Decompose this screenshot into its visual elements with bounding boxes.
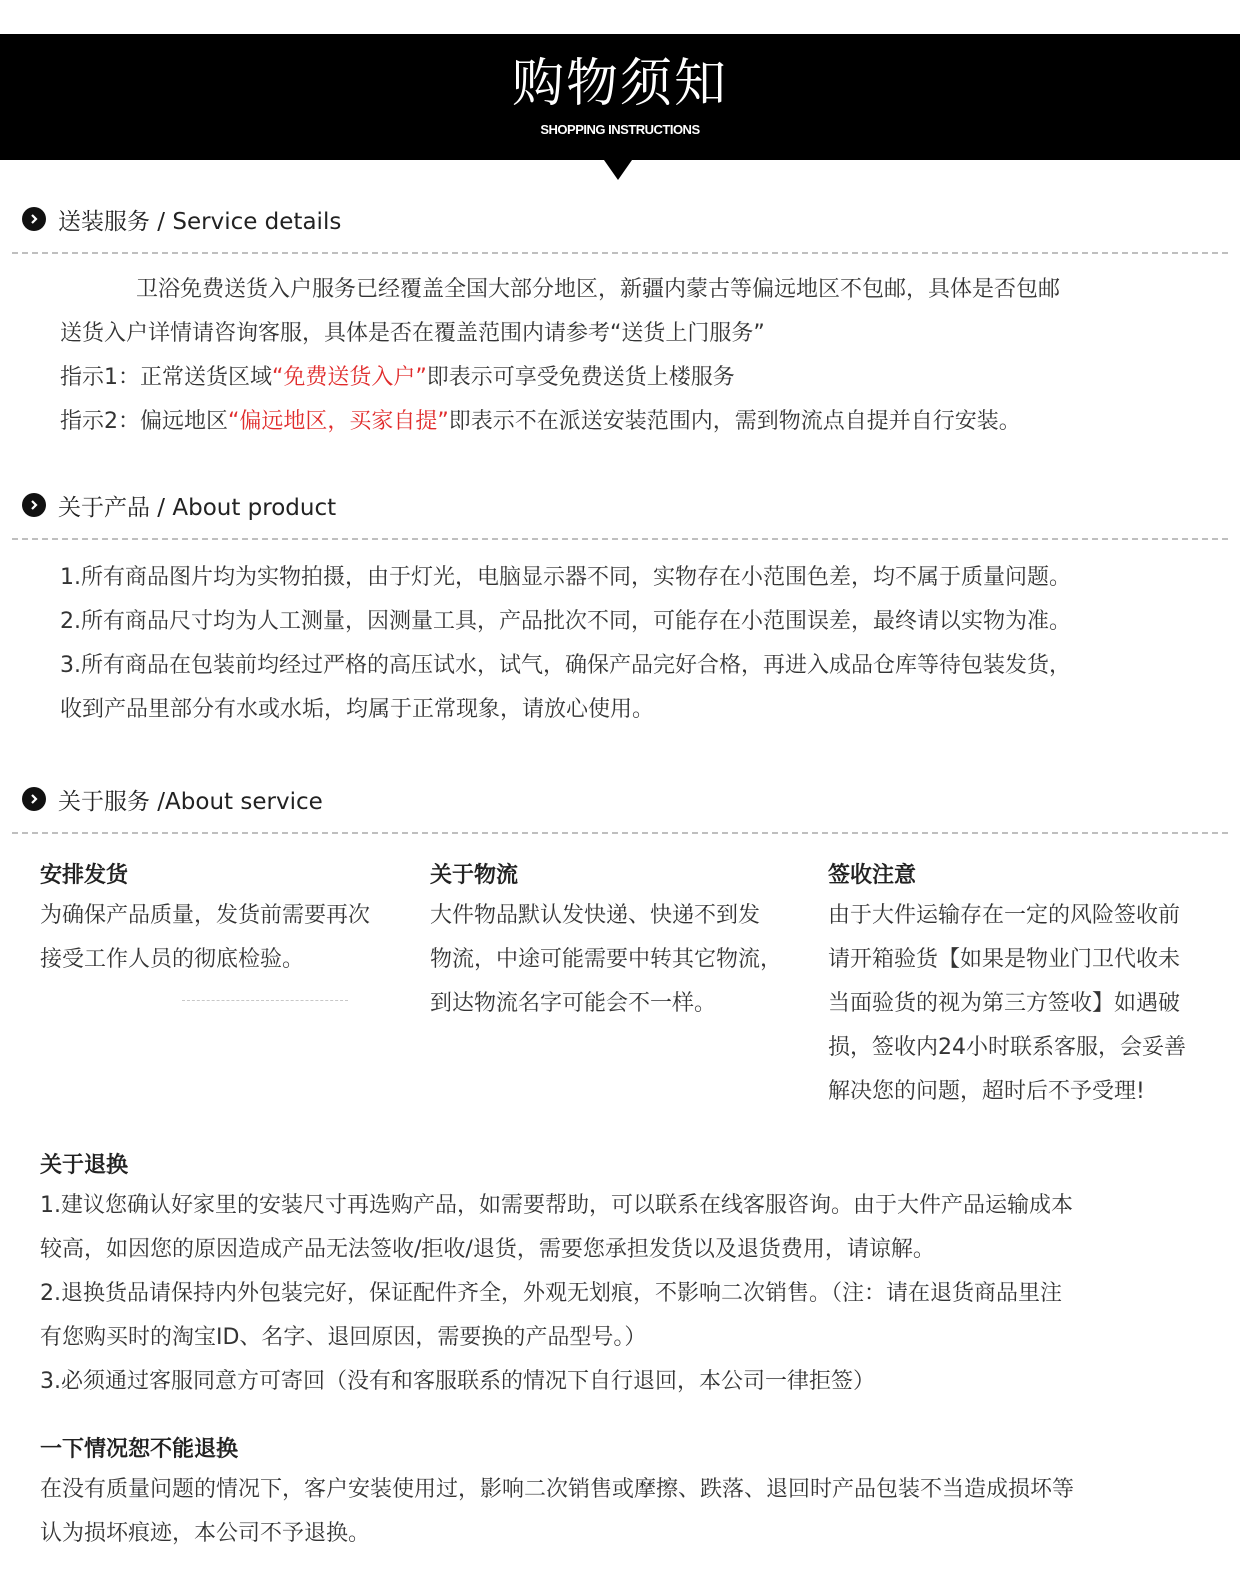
column-line: 物流，中途可能需要中转其它物流， <box>430 947 783 972</box>
instruction-2-suffix: 即表示不在派送安装范围内，需到物流点自提并自行安装。 <box>448 409 1021 434</box>
chevron-right-icon <box>22 493 46 517</box>
service-line-3 <box>60 356 735 400</box>
column-line: 当面验货的视为第三方签收】如遇破 <box>828 991 1181 1016</box>
column-body-logistics <box>430 894 782 1026</box>
chevron-right-icon <box>22 207 46 231</box>
returns-line: 有您购买时的淘宝ID、名字、退回原因，需要换的产品型号。） <box>40 1325 647 1350</box>
column-body-shipping <box>40 894 370 982</box>
chevron-right-icon <box>22 787 46 811</box>
column-title-logistics: 关于物流 <box>430 863 519 888</box>
instruction-1-suffix: 即表示可享受免费送货上楼服务 <box>426 365 735 390</box>
section-title: 关于产品 / About product <box>58 494 337 521</box>
no-return-line: 在没有质量问题的情况下，客户安装使用过，影响二次销售或摩擦、跌落、退回时产品包装不当造成损坏等 <box>40 1477 1075 1502</box>
no-return-line: 认为损坏痕迹，本公司不予退换。 <box>40 1521 371 1546</box>
no-return-title: 一下情况恕不能退换 <box>40 1437 239 1462</box>
section-divider <box>12 538 1228 540</box>
column-line: 大件物品默认发快递、快递不到发 <box>430 903 761 928</box>
section-header-about-service <box>22 784 323 814</box>
returns-line: 2.退换货品请保持内外包装完好，保证配件齐全，外观无划痕，不影响二次销售。（注：请在退货商品里注 <box>40 1281 1062 1306</box>
column-line: 损，签收内24小时联系客服，会妥善 <box>828 1035 1186 1060</box>
page-subtitle: SHOPPING INSTRUCTIONS <box>540 122 700 137</box>
section-title: 关于服务 /About service <box>58 788 323 815</box>
column-line: 请开箱验货【如果是物业门卫代收未 <box>828 947 1181 972</box>
column-body-receipt <box>828 894 1186 1114</box>
returns-line: 1.建议您确认好家里的安装尺寸再选购产品，如需要帮助，可以联系在线客服咨询。由于大件产品运输成本 <box>40 1193 1073 1218</box>
column-line: 解决您的问题，超时后不予受理! <box>828 1079 1145 1104</box>
column-line: 接受工作人员的彻底检验。 <box>40 947 305 972</box>
product-line: 收到产品里部分有水或水垢，均属于正常现象，请放心使用。 <box>60 697 655 722</box>
page-title: 购物须知 <box>511 54 728 114</box>
service-line-2: 送货入户详情请咨询客服，具体是否在覆盖范围内请参考“送货上门服务” <box>60 321 765 346</box>
column-line: 由于大件运输存在一定的风险签收前 <box>828 903 1181 928</box>
decorative-dashed-line <box>182 1000 348 1001</box>
column-line: 为确保产品质量，发货前需要再次 <box>40 903 371 928</box>
instruction-2-prefix: 指示2：偏远地区 <box>60 409 228 434</box>
column-title-shipping: 安排发货 <box>40 863 129 888</box>
returns-line: 较高，如因您的原因造成产品无法签收/拒收/退货，需要您承担发货以及退货费用，请谅解。 <box>40 1237 935 1262</box>
section-divider <box>12 252 1228 254</box>
no-return-body <box>40 1468 1074 1556</box>
product-line: 1.所有商品图片均为实物拍摄，由于灯光，电脑显示器不同，实物存在小范围色差，均不属于质量问题。 <box>60 565 1071 590</box>
returns-title: 关于退换 <box>40 1153 129 1178</box>
service-line-1: 卫浴免费送货入户服务已经覆盖全国大部分地区，新疆内蒙古等偏远地区不包邮，具体是否包邮 <box>136 277 1061 302</box>
section-divider <box>12 832 1228 834</box>
section-header-service-details <box>22 204 341 234</box>
section-header-about-product <box>22 490 336 520</box>
instruction-1-highlight: “免费送货入户” <box>272 365 427 390</box>
instruction-1-prefix: 指示1：正常送货区域 <box>60 365 272 390</box>
instruction-2-highlight: “偏远地区，买家自提” <box>228 409 449 434</box>
product-line: 2.所有商品尺寸均为人工测量，因测量工具，产品批次不同，可能存在小范围误差，最终请以实物为准。 <box>60 609 1071 634</box>
service-line-4 <box>60 400 1021 444</box>
returns-line: 3.必须通过客服同意方可寄回（没有和客服联系的情况下自行退回，本公司一律拒签） <box>40 1369 875 1394</box>
product-line: 3.所有商品在包装前均经过严格的高压试水，试气，确保产品完好合格，再进入成品仓库等待包装发货， <box>60 653 1071 678</box>
returns-body <box>40 1184 1073 1404</box>
column-line: 到达物流名字可能会不一样。 <box>430 991 717 1016</box>
column-title-receipt: 签收注意 <box>828 863 917 888</box>
banner-pointer-arrow <box>604 160 632 180</box>
section-title: 送装服务 / Service details <box>58 208 342 235</box>
